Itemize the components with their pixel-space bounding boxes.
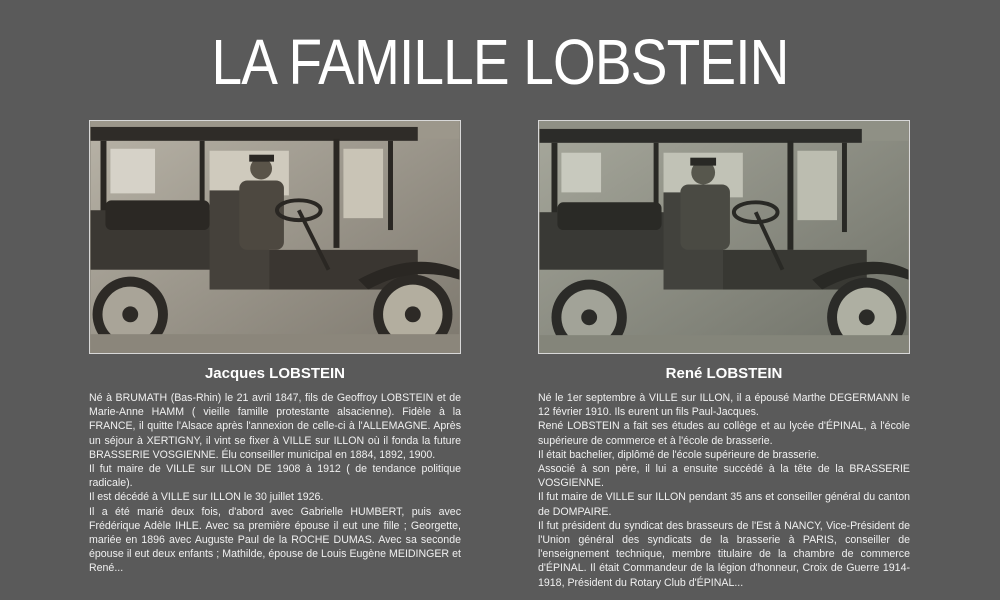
bio-paragraph: Il était bachelier, diplômé de l'école supérieure de brasserie. xyxy=(538,448,820,461)
bio-paragraph: Né à BRUMATH (Bas-Rhin) le 21 avril 1847, fils de Geoffroy LOBSTEIN et de Marie-Anne HAMM ( vieille famille protestante alsacienne). Fidèle à la FRANCE, il quitte l'Alsace après l'annexion de celle-ci à l'ALLEMAGNE. Après un séjour à XERTIGNY, il vint se fixer à VILLE sur ILLON où il fonda la future BRASSERIE VOSGIENNE. Élu conseiller municipal en 1884, 1892, 1900. xyxy=(89,392,461,461)
page-title: LA FAMILLE LOBSTEIN xyxy=(211,26,789,98)
vintage-car-photo-icon xyxy=(539,121,909,353)
bio-paragraph: Né le 1er septembre à VILLE sur ILLON, il a épousé Marthe DEGERMANN le 12 février 1910. Ils eurent un fils Paul-Jacques. xyxy=(538,392,910,419)
rene-lobstein-name: René LOBSTEIN xyxy=(665,365,783,382)
jacques-lobstein-bio xyxy=(89,391,461,576)
jacques-lobstein-photo xyxy=(89,120,461,354)
bio-paragraph: Il fut maire de VILLE sur ILLON pendant 35 ans et conseiller général du canton de DOMPAIRE. xyxy=(538,491,910,518)
bio-paragraph: Il a été marié deux fois, d'abord avec Gabrielle HUMBERT, puis avec Frédérique Adèle IHLE. Avec sa première épouse il eut une fille ; Georgette, mariée en 1896 avec Auguste Paul de la ROCHE DUMAS. Avec sa seconde épouse il eut deux enfants ; Mathilde, épouse de Louis Eugène MEIDINGER et René... xyxy=(89,505,461,575)
bio-paragraph: Il est décédé à VILLE sur ILLON le 30 juillet 1926. xyxy=(89,491,324,504)
bio-paragraph: René LOBSTEIN a fait ses études au collège et au lycée d'ÉPINAL, à l'école supérieure de commerce et à l'école de brasserie. xyxy=(538,420,910,447)
rene-lobstein-bio xyxy=(538,391,910,590)
bio-paragraph: Associé à son père, il lui a ensuite succédé à la tête de la BRASSERIE VOSGIENNE. xyxy=(538,463,910,490)
bio-paragraph: Il fut président du syndicat des brasseurs de l'Est à NANCY, Vice-Président de l'Union général des syndicats de la brasserie à PARIS, conseiller de l'enseignement technique, membre titulaire de la chambre de commerce d'ÉPINAL. Il était Commandeur de la légion d'honneur, Croix de Guerre 1914-1918, Président du Rotary Club d'ÉPINAL... xyxy=(538,519,910,589)
jacques-lobstein-name: Jacques LOBSTEIN xyxy=(204,365,346,382)
bio-paragraph: Il fut maire de VILLE sur ILLON DE 1908 à 1912 ( de tendance politique radicale). xyxy=(89,463,461,490)
vintage-car-photo-icon xyxy=(90,121,460,353)
rene-lobstein-photo xyxy=(538,120,910,354)
